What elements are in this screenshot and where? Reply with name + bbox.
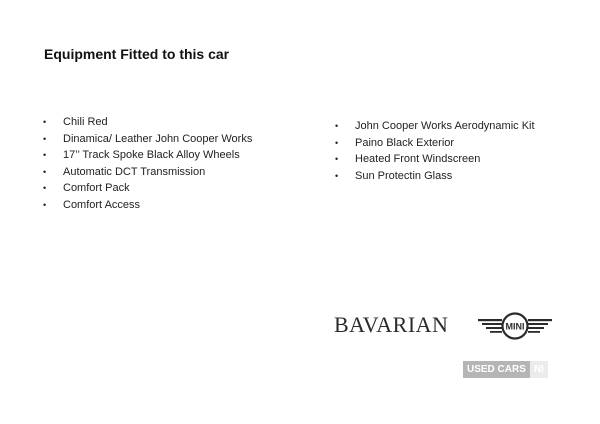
bullet-icon: • bbox=[43, 150, 47, 161]
equipment-list-right bbox=[335, 118, 535, 184]
dealer-name: BAVARIAN bbox=[334, 312, 449, 337]
equipment-list-left bbox=[43, 114, 252, 214]
list-item: • Automatic DCT Transmission bbox=[43, 164, 252, 181]
bullet-icon: • bbox=[43, 166, 47, 177]
list-item: • Dinamica/ Leather John Cooper Works bbox=[43, 131, 252, 148]
bullet-icon: • bbox=[43, 183, 47, 194]
bullet-icon: • bbox=[43, 133, 47, 144]
used-cars-badge bbox=[463, 361, 548, 378]
badge-suffix-text: NI bbox=[530, 361, 548, 378]
list-item: • 17’’ Track Spoke Black Alloy Wheels bbox=[43, 147, 252, 164]
bullet-icon: • bbox=[43, 117, 47, 127]
bullet-icon: • bbox=[335, 154, 339, 165]
list-item: • Sun Protectin Glass bbox=[335, 168, 535, 185]
list-item: • Paino Black Exterior bbox=[335, 135, 535, 152]
mini-logo-icon bbox=[476, 311, 554, 341]
bullet-icon: • bbox=[43, 199, 47, 210]
list-item: • Comfort Pack bbox=[43, 180, 252, 197]
list-item: • Heated Front Windscreen bbox=[335, 151, 535, 168]
bullet-icon: • bbox=[335, 170, 339, 181]
bullet-icon: • bbox=[335, 137, 339, 148]
badge-main-text: USED CARS bbox=[463, 361, 530, 378]
logo-text: MINI bbox=[505, 321, 525, 332]
bullet-icon: • bbox=[335, 121, 339, 131]
page-title: Equipment Fitted to this car bbox=[44, 46, 230, 62]
list-item: • Chili Red bbox=[43, 114, 252, 131]
list-item: • John Cooper Works Aerodynamic Kit bbox=[335, 118, 535, 135]
list-item: • Comfort Access bbox=[43, 197, 252, 214]
